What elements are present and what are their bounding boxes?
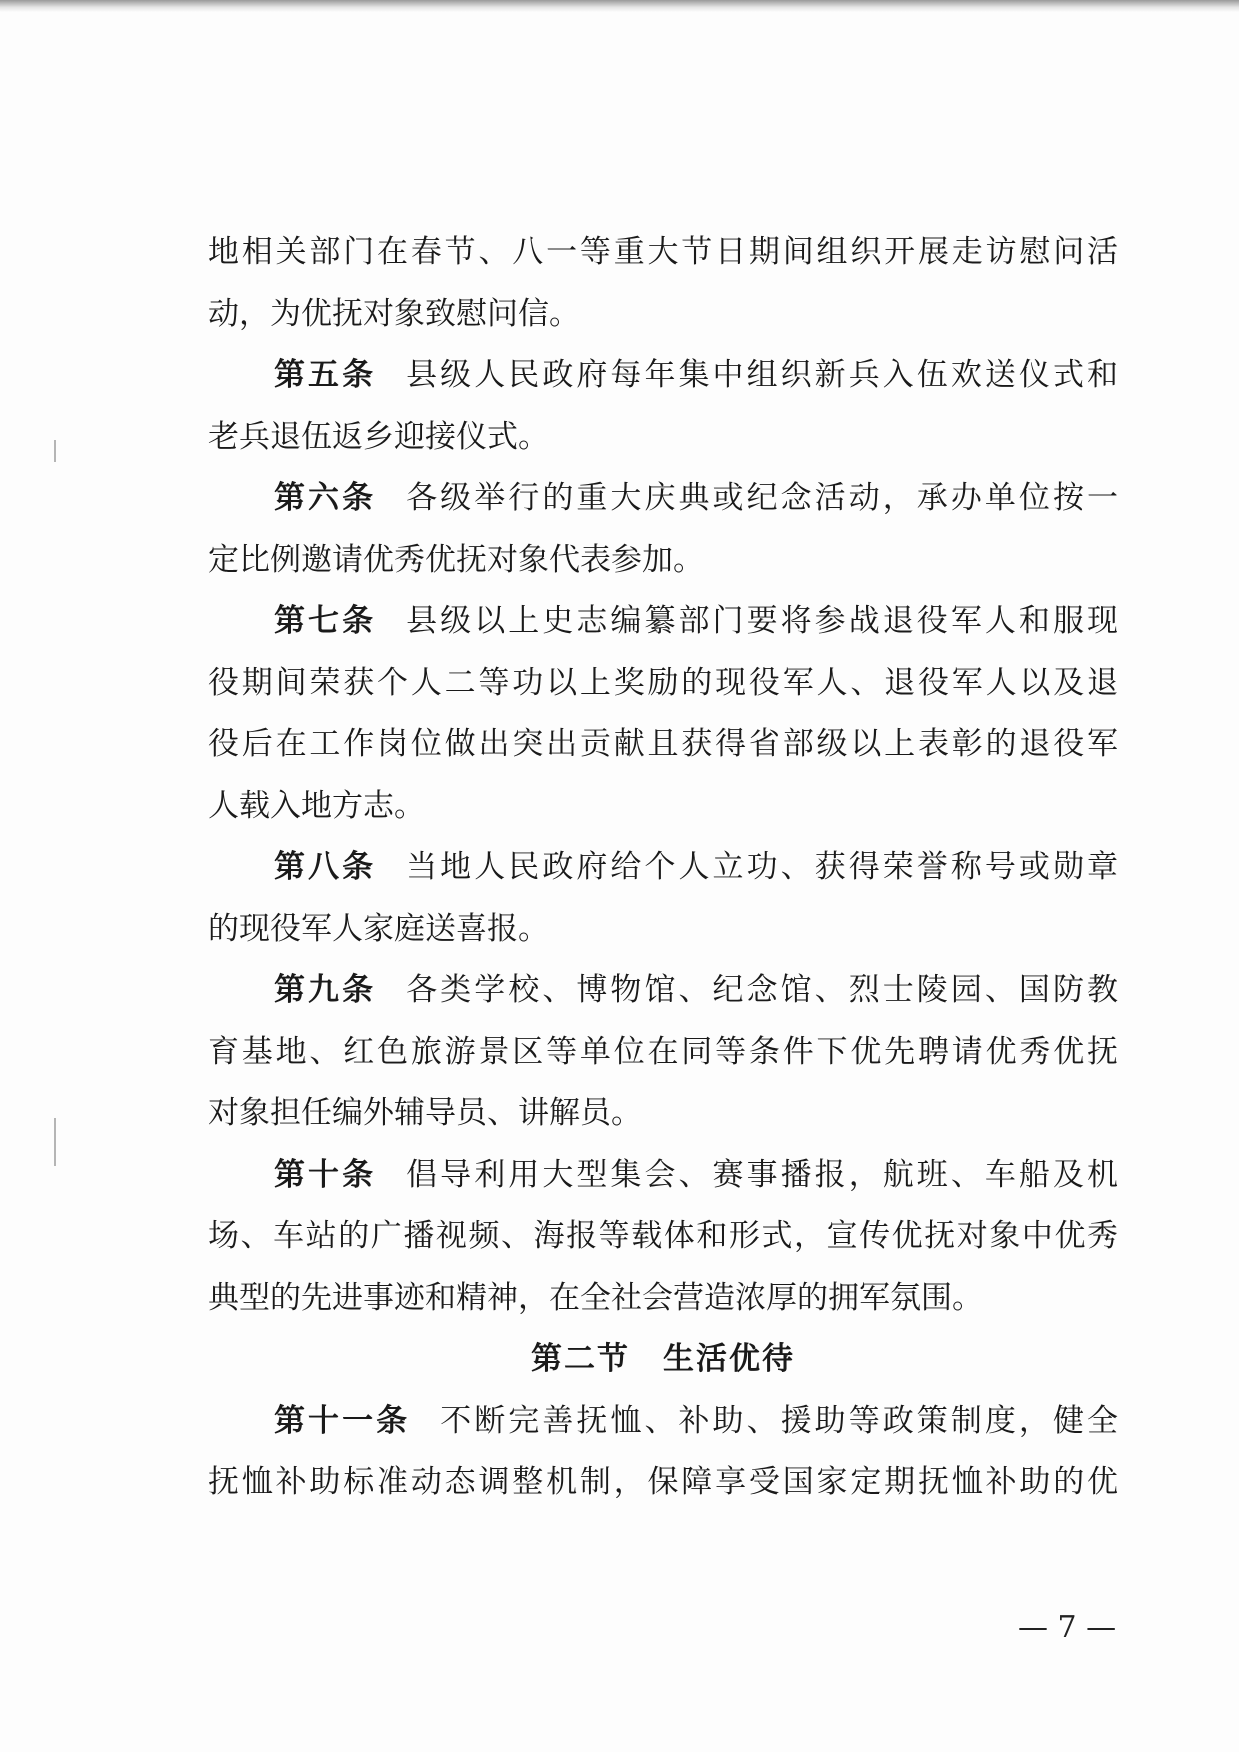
article-paragraph-line bbox=[208, 837, 1118, 899]
paragraph-line bbox=[208, 407, 1118, 469]
binding-mark bbox=[54, 1118, 56, 1166]
article-label: 第六条 bbox=[274, 480, 377, 516]
paragraph-line bbox=[208, 1452, 1118, 1514]
line-text: 老兵退伍返乡迎接仪式。 bbox=[208, 418, 549, 455]
line-text: 倡导利用大型集会、赛事播报，航班、车船及机 bbox=[406, 1156, 1119, 1193]
line-text: 役期间荣获个人二等功以上奖励的现役军人、退役军人以及退 bbox=[208, 664, 1118, 701]
line-text: 各级举行的重大庆典或纪念活动，承办单位按一 bbox=[406, 480, 1119, 516]
article-label: 第十条 bbox=[274, 1156, 377, 1193]
paragraph-line bbox=[208, 284, 1118, 346]
article-paragraph-line bbox=[208, 1145, 1118, 1207]
line-text: 各类学校、博物馆、纪念馆、烈士陵园、国防教 bbox=[406, 972, 1119, 1008]
binding-mark bbox=[54, 440, 56, 462]
line-text: 县级以上史志编纂部门要将参战退役军人和服现 bbox=[406, 603, 1119, 639]
line-text: 定比例邀请优秀优抚对象代表参加。 bbox=[208, 541, 704, 578]
line-text: 抚恤补助标准动态调整机制，保障享受国家定期抚恤补助的优 bbox=[208, 1464, 1118, 1500]
paragraph-line bbox=[208, 899, 1118, 961]
paragraph-line bbox=[208, 1022, 1118, 1084]
line-text: 对象担任编外辅导员、讲解员。 bbox=[208, 1095, 642, 1131]
line-text: 动，为优抚对象致慰问信。 bbox=[208, 295, 580, 332]
article-label: 第七条 bbox=[274, 603, 377, 639]
line-text: 典型的先进事迹和精神，在全社会营造浓厚的拥军氛围。 bbox=[208, 1279, 983, 1316]
paragraph-line bbox=[208, 1268, 1118, 1330]
line-text: 的现役军人家庭送喜报。 bbox=[208, 910, 549, 947]
article-paragraph-line bbox=[208, 1391, 1118, 1453]
article-paragraph-line bbox=[208, 468, 1118, 530]
article-paragraph-line bbox=[208, 591, 1118, 653]
article-paragraph-line bbox=[208, 345, 1118, 407]
article-label: 第十一条 bbox=[274, 1402, 411, 1439]
page-number: — 7 — bbox=[1018, 1610, 1117, 1645]
line-text: 人载入地方志。 bbox=[208, 787, 425, 824]
line-text: 役后在工作岗位做出突出贡献且获得省部级以上表彰的退役军 bbox=[208, 726, 1118, 762]
section-heading: 第二节 生活优待 bbox=[531, 1341, 795, 1377]
paragraph-line bbox=[208, 222, 1118, 284]
line-text: 当地人民政府给个人立功、获得荣誉称号或勋章 bbox=[406, 849, 1119, 885]
article-label: 第八条 bbox=[274, 849, 377, 885]
document-body bbox=[208, 222, 1118, 1514]
article-label: 第五条 bbox=[274, 357, 377, 393]
scan-top-edge bbox=[0, 0, 1239, 12]
line-text: 场、车站的广播视频、海报等载体和形式，宣传优抚对象中优秀 bbox=[208, 1218, 1118, 1254]
paragraph-line bbox=[208, 1083, 1118, 1145]
line-text: 地相关部门在春节、八一等重大节日期间组织开展走访慰问活 bbox=[208, 234, 1118, 270]
paragraph-line bbox=[208, 530, 1118, 592]
line-text: 县级人民政府每年集中组织新兵入伍欢送仪式和 bbox=[406, 357, 1119, 393]
line-text: 不断完善抚恤、补助、援助等政策制度，健全 bbox=[440, 1402, 1119, 1439]
paragraph-line bbox=[208, 776, 1118, 838]
paragraph-line bbox=[208, 653, 1118, 715]
paragraph-line bbox=[208, 714, 1118, 776]
article-label: 第九条 bbox=[274, 972, 377, 1008]
paragraph-line bbox=[208, 1206, 1118, 1268]
article-paragraph-line bbox=[208, 960, 1118, 1022]
line-text: 育基地、红色旅游景区等单位在同等条件下优先聘请优秀优抚 bbox=[208, 1033, 1118, 1070]
